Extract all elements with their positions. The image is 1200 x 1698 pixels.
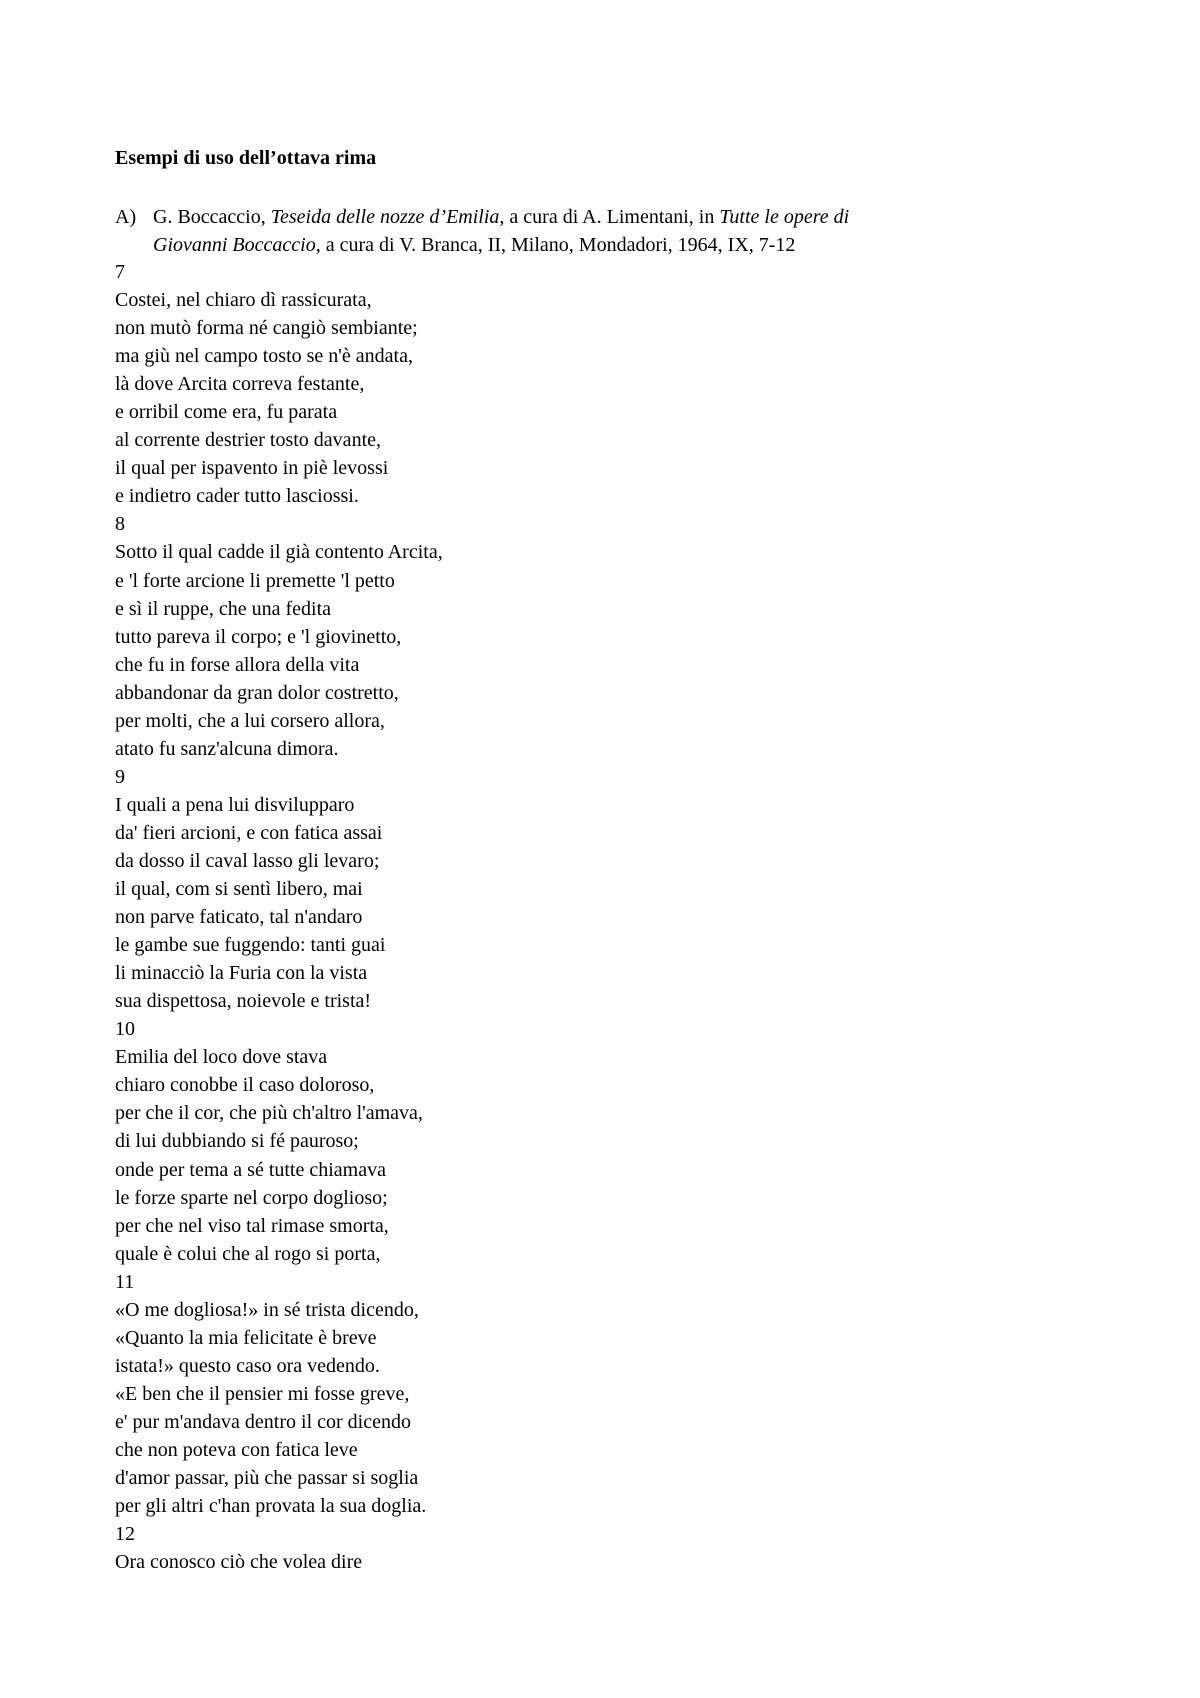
citation bbox=[115, 203, 1115, 259]
verse-line: per che nel viso tal rimase smorta, bbox=[115, 1214, 389, 1237]
citation-body bbox=[153, 203, 1115, 259]
citation-collection-title-part1: Tutte le opere di bbox=[719, 206, 850, 228]
verse-line: quale è colui che al rogo si porta, bbox=[115, 1242, 381, 1265]
verse-line: di lui dubbiando si fé pauroso; bbox=[115, 1130, 359, 1153]
verse-line: abbandonar da gran dolor costretto, bbox=[115, 681, 399, 704]
verse-line: che non poteva con fatica leve bbox=[115, 1438, 358, 1461]
verse-line: Costei, nel chiaro dì rassicurata, bbox=[115, 289, 372, 312]
citation-work-title: Teseida delle nozze d’Emilia bbox=[270, 206, 500, 228]
verse-line: le forze sparte nel corpo doglioso; bbox=[115, 1186, 388, 1209]
verse-line: tutto pareva il corpo; e 'l giovinetto, bbox=[115, 625, 402, 648]
citation-publication-info: , a cura di V. Branca, II, Milano, Mondadori, 1964, IX, 7-12 bbox=[315, 234, 796, 256]
verse-line: onde per tema a sé tutte chiamava bbox=[115, 1158, 386, 1181]
stanza-number: 10 bbox=[115, 1018, 135, 1041]
verse-line: il qual per ispavento in piè levossi bbox=[115, 457, 389, 480]
citation-editor: , a cura di A. Limentani, in bbox=[499, 206, 720, 228]
citation-marker: A) bbox=[115, 206, 137, 228]
verse-line: il qual, com si sentì libero, mai bbox=[115, 878, 363, 901]
verse-line: istata!» questo caso ora vedendo. bbox=[115, 1354, 380, 1377]
verse-line: che fu in forse allora della vita bbox=[115, 653, 360, 676]
verse-line: e' pur m'andava dentro il cor dicendo bbox=[115, 1410, 411, 1433]
citation-author: G. Boccaccio, bbox=[153, 206, 271, 228]
verse-line: ma giù nel campo tosto se n'è andata, bbox=[115, 345, 413, 368]
verse-line: per gli altri c'han provata la sua doglia. bbox=[115, 1495, 427, 1518]
verse-line: le gambe sue fuggendo: tanti guai bbox=[115, 934, 386, 957]
verse-line: per che il cor, che più ch'altro l'amava, bbox=[115, 1102, 423, 1125]
verse-line: Emilia del loco dove stava bbox=[115, 1046, 328, 1069]
stanza-number: 7 bbox=[115, 261, 125, 283]
stanza-number: 11 bbox=[115, 1270, 135, 1293]
verse-line: I quali a pena lui disvilupparo bbox=[115, 793, 355, 816]
verse-line: e indietro cader tutto lasciossi. bbox=[115, 485, 359, 508]
stanza-number: 9 bbox=[115, 765, 125, 788]
citation-collection-title-part2: Giovanni Boccaccio bbox=[153, 234, 316, 256]
verse-line: atato fu sanz'alcuna dimora. bbox=[115, 737, 339, 760]
document-title: Esempi di uso dell’ottava rima bbox=[115, 147, 377, 169]
verse-line: d'amor passar, più che passar si soglia bbox=[115, 1467, 419, 1490]
verse-line: «O me dogliosa!» in sé trista dicendo, bbox=[115, 1298, 419, 1321]
verse-line: e 'l forte arcione li premette 'l petto bbox=[115, 569, 395, 592]
verse-line: Ora conosco ciò che volea dire bbox=[115, 1551, 363, 1574]
verse-line: da' fieri arcioni, e con fatica assai bbox=[115, 821, 383, 844]
verse-line: non parve faticato, tal n'andaro bbox=[115, 906, 363, 929]
verse-line: «E ben che il pensier mi fosse greve, bbox=[115, 1382, 410, 1405]
verse-line: chiaro conobbe il caso doloroso, bbox=[115, 1074, 375, 1097]
verse-line: e orribil come era, fu parata bbox=[115, 401, 338, 424]
verse-line: Sotto il qual cadde il già contento Arcita, bbox=[115, 541, 443, 564]
verse-line: non mutò forma né cangiò sembiante; bbox=[115, 317, 418, 340]
verse-line: «Quanto la mia felicitate è breve bbox=[115, 1326, 377, 1349]
verse-line: da dosso il caval lasso gli levaro; bbox=[115, 849, 380, 872]
stanza-number: 12 bbox=[115, 1523, 135, 1546]
citation-line-2 bbox=[153, 231, 1115, 259]
stanza-number: 8 bbox=[115, 513, 125, 536]
verse-line: là dove Arcita correva festante, bbox=[115, 373, 365, 396]
verse-line: al corrente destrier tosto davante, bbox=[115, 429, 381, 452]
verse-line: per molti, che a lui corsero allora, bbox=[115, 709, 385, 732]
citation-line-1 bbox=[153, 203, 1115, 231]
verse-line: sua dispettosa, noievole e trista! bbox=[115, 990, 372, 1013]
verse-line: li minacciò la Furia con la vista bbox=[115, 962, 368, 985]
verse-line: e sì il ruppe, che una fedita bbox=[115, 597, 332, 620]
poem-text bbox=[115, 258, 443, 1576]
